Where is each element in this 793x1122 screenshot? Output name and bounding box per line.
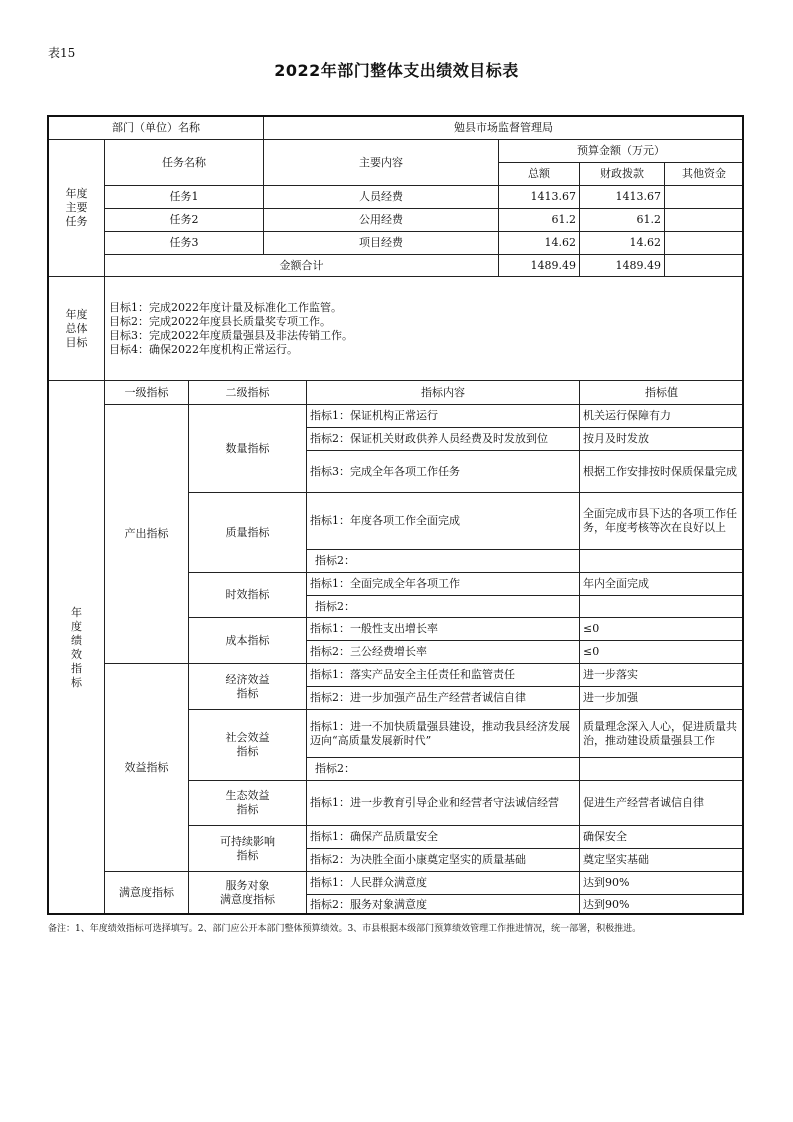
- indicator-content: 指标2：: [306, 595, 580, 618]
- task-content: 项目经费: [263, 231, 499, 255]
- indicator-content: 指标2：三公经费增长率: [306, 640, 580, 664]
- task-content-header: 主要内容: [263, 139, 499, 186]
- indicator-value: ≤0: [579, 617, 744, 641]
- level2-timeliness: 时效指标: [188, 572, 307, 618]
- level2-social: 社会效益 指标: [188, 709, 307, 781]
- budget-header: 预算金额（万元）: [498, 139, 744, 163]
- level1-satisfaction: 满意度指标: [104, 871, 189, 915]
- indicator-content: 指标2：服务对象满意度: [306, 894, 580, 915]
- total-header: 总额: [498, 162, 580, 186]
- task-fiscal: 1413.67: [579, 185, 665, 209]
- task-total: 14.62: [498, 231, 580, 255]
- value-header: 指标值: [579, 380, 744, 405]
- indicator-content: 指标3：完成全年各项工作任务: [306, 450, 580, 493]
- indicator-value: 促进生产经营者诚信自律: [579, 780, 744, 826]
- task-content: 人员经费: [263, 185, 499, 209]
- goal-item: 目标4：确保2022年度机构正常运行。: [109, 342, 298, 356]
- level2-economic: 经济效益 指标: [188, 663, 307, 710]
- indicator-value: 进一步落实: [579, 663, 744, 687]
- indicator-value: ≤0: [579, 640, 744, 664]
- task-name: 任务1: [104, 185, 264, 209]
- level2-sustainable: 可持续影响 指标: [188, 825, 307, 872]
- task-other: [664, 185, 744, 209]
- task-total: 1413.67: [498, 185, 580, 209]
- indicator-value: 确保安全: [579, 825, 744, 849]
- indicator-value: 机关运行保障有力: [579, 404, 744, 428]
- goal-item: 目标2：完成2022年度县长质量奖专项工作。: [109, 314, 331, 328]
- level1-header: 一级指标: [104, 380, 189, 405]
- goals-list: [104, 276, 744, 381]
- task-name-header: 任务名称: [104, 139, 264, 186]
- level2-quantity: 数量指标: [188, 404, 307, 493]
- indicator-content: 指标2：: [306, 549, 580, 573]
- indicator-content: 指标2：: [306, 757, 580, 781]
- content-header: 指标内容: [306, 380, 580, 405]
- level2-service: 服务对象 满意度指标: [188, 871, 307, 915]
- indicator-value: 奠定坚实基础: [579, 848, 744, 872]
- indicator-content: 指标1：确保产品质量安全: [306, 825, 580, 849]
- indicator-content: 指标1：全面完成全年各项工作: [306, 572, 580, 596]
- footnote: 备注：1、年度绩效指标可选择填写。2、部门应公开本部门整体预算绩效。3、市县根据本级部门预算绩效管理工作推进情况，统一部署，积极推进。: [48, 924, 642, 934]
- indicator-content: 指标2：保证机关财政供养人员经费及时发放到位: [306, 427, 580, 451]
- sum-other: [664, 254, 744, 277]
- page-title: 2022年部门整体支出绩效目标表: [274, 61, 519, 80]
- dept-value: 勉县市场监督管理局: [263, 116, 744, 140]
- indicator-value: 进一步加强: [579, 686, 744, 710]
- sum-fiscal: 1489.49: [579, 254, 665, 277]
- indicator-value: [579, 549, 744, 573]
- task-name: 任务2: [104, 208, 264, 232]
- indicator-value: 全面完成市县下达的各项工作任务，年度考核等次在良好以上: [579, 492, 744, 550]
- task-other: [664, 208, 744, 232]
- indicator-value: 按月及时发放: [579, 427, 744, 451]
- indicator-content: 指标1：进一步教育引导企业和经营者守法诚信经营: [306, 780, 580, 826]
- indicator-content: 指标2：为决胜全面小康奠定坚实的质量基础: [306, 848, 580, 872]
- level1-benefit: 效益指标: [104, 663, 189, 872]
- task-fiscal: 14.62: [579, 231, 665, 255]
- indicator-value: [579, 757, 744, 781]
- level1-output: 产出指标: [104, 404, 189, 664]
- level2-ecological: 生态效益 指标: [188, 780, 307, 826]
- dept-label: 部门（单位）名称: [48, 116, 264, 140]
- goal-item: 目标3：完成2022年度质量强县及非法传销工作。: [109, 328, 353, 342]
- task-total: 61.2: [498, 208, 580, 232]
- indicator-content: 指标1：年度各项工作全面完成: [306, 492, 580, 550]
- sum-label: 金额合计: [104, 254, 499, 277]
- level2-quality: 质量指标: [188, 492, 307, 573]
- goals-section-label: 年度 总体 目标: [48, 276, 105, 381]
- other-header: 其他资金: [664, 162, 744, 186]
- indicator-content: 指标1：落实产品安全主任责任和监管责任: [306, 663, 580, 687]
- indicator-content: 指标1：一般性支出增长率: [306, 617, 580, 641]
- task-fiscal: 61.2: [579, 208, 665, 232]
- task-other: [664, 231, 744, 255]
- tasks-section-label: 年度 主要 任务: [48, 139, 105, 277]
- fiscal-header: 财政拨款: [579, 162, 665, 186]
- level2-header: 二级指标: [188, 380, 307, 405]
- indicator-content: 指标1：人民群众满意度: [306, 871, 580, 895]
- indicator-content: 指标1：保证机构正常运行: [306, 404, 580, 428]
- task-name: 任务3: [104, 231, 264, 255]
- level2-cost: 成本指标: [188, 617, 307, 664]
- indicator-value: 达到90%: [579, 871, 744, 895]
- indicator-value: 根据工作安排按时保质保量完成: [579, 450, 744, 493]
- indicator-content: 指标2：进一步加强产品生产经营者诚信自律: [306, 686, 580, 710]
- indicators-section-label: 年 度 绩 效 指 标: [48, 380, 105, 915]
- task-content: 公用经费: [263, 208, 499, 232]
- indicator-value: 质量理念深入人心，促进质量共治，推动建设质量强县工作: [579, 709, 744, 758]
- indicator-value: 年内全面完成: [579, 572, 744, 596]
- goal-item: 目标1：完成2022年度计量及标准化工作监管。: [109, 300, 342, 314]
- indicator-content: 指标1：进一不加快质量强县建设，推动我县经济发展迈向“高质量发展新时代”: [306, 709, 580, 758]
- indicator-value: 达到90%: [579, 894, 744, 915]
- sum-total: 1489.49: [498, 254, 580, 277]
- table-number-label: 表15: [48, 46, 76, 60]
- indicator-value: [579, 595, 744, 618]
